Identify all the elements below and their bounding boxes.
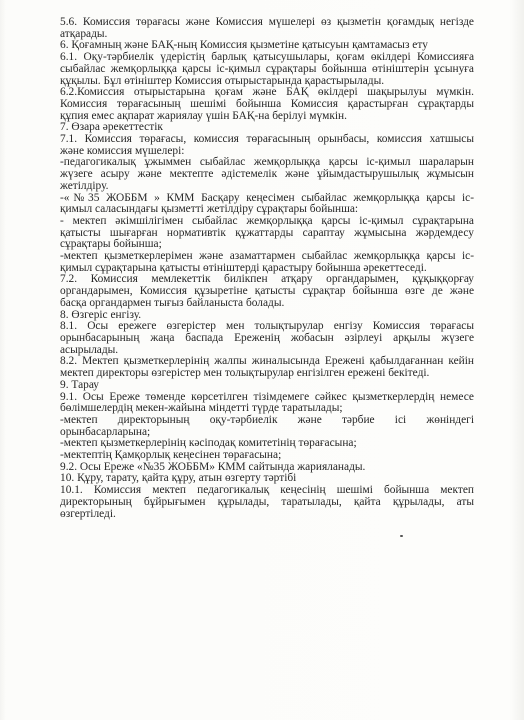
text-line-9-2: 9.2. Осы Ереже «№35 ЖОББМ» КММ сайтында жарияланады.: [60, 460, 366, 473]
text-line-8-2: 8.2. Мектеп қызметкерлерінің жалпы жиналысында Ережені қабылдағаннан кейін: [60, 355, 474, 368]
text-line-10-1: 10.1. Комиссия мектеп педагогикалық кеңесінің шешімі бойынша мектеп: [60, 484, 474, 497]
text-line: орынбасарларына;: [60, 425, 151, 438]
section-heading-6: 6. Қоғамның және БАҚ-ның Комиссия қызметіне қатысуын қамтамасыз ету: [60, 39, 428, 52]
text-line: басқа органдармен тығыз байланыста болады.: [60, 296, 285, 309]
text-line: - мектеп әкімшілігімен сыбайлас жемқорлыққа қарсы іс-қимыл сұрақтарына: [60, 214, 474, 227]
text-line-8-1: 8.1. Осы ережеге өзгерістер мен толықтырулар енгізу Комиссия төрағасы: [60, 320, 474, 333]
text-line: директорының бұйрығымен құрылады, таратылады, қайта құрылады, аты: [60, 495, 474, 508]
text-line: атқарады.: [60, 27, 108, 40]
text-line: Комиссия төрағасының шешімі бойынша Комиссия қарастырған сұрақтарды: [60, 97, 474, 110]
section-heading-9: 9. Тарау: [60, 378, 99, 391]
text-line: жүзеге асыру және мектепте әдістемелік және ұйымдастырушылық жұмысын: [60, 168, 474, 181]
text-line-9-1: 9.1. Осы Ереже төменде көрсетілген тізімдемеге сәйкес қызметкерлердің немесе: [60, 390, 474, 403]
section-heading-10: 10. Құру, тарату, қайта құру, атын өзгерту тәртібі: [60, 472, 297, 485]
document-body: [60, 17, 474, 520]
text-line-6-2: 6.2.Комиссия отырыстарына қоғам және БАҚ өкілдері шақырылуы мүмкін.: [60, 86, 474, 99]
text-line: қимыл саласындағы қызметті жетілдіру сұрақтары бойынша:: [60, 203, 359, 216]
section-heading-7: 7. Өзара әрекеттестік: [60, 121, 163, 134]
text-line: -педагогикалық ұжыммен сыбайлас жемқорлыққа қарсы іс-қимыл шараларын: [60, 156, 474, 169]
text-line: асырылады.: [60, 343, 119, 356]
text-line: құпия емес ақпарат жариялау үшін БАҚ-на берілуі мүмкін.: [60, 109, 347, 122]
text-line: органдарымен, Комиссия құзыретіне қатысты сұрақтар бойынша өзге де және: [60, 285, 474, 298]
text-line: -мектептің Қамқорлық кеңесінен төрағасына;: [60, 449, 282, 462]
text-line: -мектеп қызметкерлерінің кәсіподақ комитетінің төрағасына;: [60, 437, 357, 450]
text-line: құқылы. Бұл өтініштер Комиссия отырыстарында қарастырылады.: [60, 74, 385, 87]
text-line-6-1: 6.1. Оқу-тәрбиелік үдерістің барлық қатысушылары, қоғам өкілдері Комиссияға: [60, 51, 474, 64]
text-line: сұрақтары бойынша;: [60, 238, 162, 251]
text-line: жетілдіру.: [60, 179, 109, 192]
section-heading-8: 8. Өзгеріс енгізу.: [60, 308, 142, 321]
scan-speck: [400, 535, 403, 537]
text-line: қимыл сұрақтарына қатысты өтініштерді қарастыру бойынша әрекеттеседі.: [60, 261, 427, 274]
text-line: қатысты шығарған нормативтік құжаттарды сараптау жұмысына жәрдемдесу: [60, 226, 474, 239]
text-line: орынбасарының жаңа баспада Ереженің жобасын әзірлеуі арқылы жүзеге: [60, 331, 474, 344]
text-line-7-1: 7.1. Комиссия төрағасы, комиссия төрағасының орынбасы, комиссия хатшысы: [60, 133, 474, 146]
text-line: сыбайлас жемқорлыққа қарсы іс-қимыл сұрақтары бойынша өтініштерін ұсынуға: [60, 62, 474, 75]
text-line: -«№35 ЖОББМ » КММ Басқару кеңесімен сыбайлас жемқорлыққа қарсы іс-: [60, 191, 474, 204]
text-line: -мектеп қызметкерлерімен және азаматтармен сыбайлас жемқорлыққа қарсы іс-: [60, 250, 474, 263]
text-line-5-6: 5.6. Комиссия төрағасы және Комиссия мүшелері өз қызметін қоғамдық негізде: [60, 16, 474, 28]
text-line: өзгертіледі.: [60, 507, 116, 520]
text-line: және комиссия мүшелері:: [60, 144, 185, 157]
text-line-7-2: 7.2. Комиссия мемлекеттік билікпен атқару органдарымен, құқыққорғау: [60, 273, 474, 286]
text-line: мектеп директоры өзгерістер мен толықтырулар енгізілген ережені бекітеді.: [60, 367, 430, 380]
text-line: бөлімшелердің мекен-жайына міндетті түрде таратылады;: [60, 402, 343, 415]
text-line: -мектеп директорының оқу-тәрбиелік және тәрбие ісі жөніндегі: [60, 413, 474, 426]
